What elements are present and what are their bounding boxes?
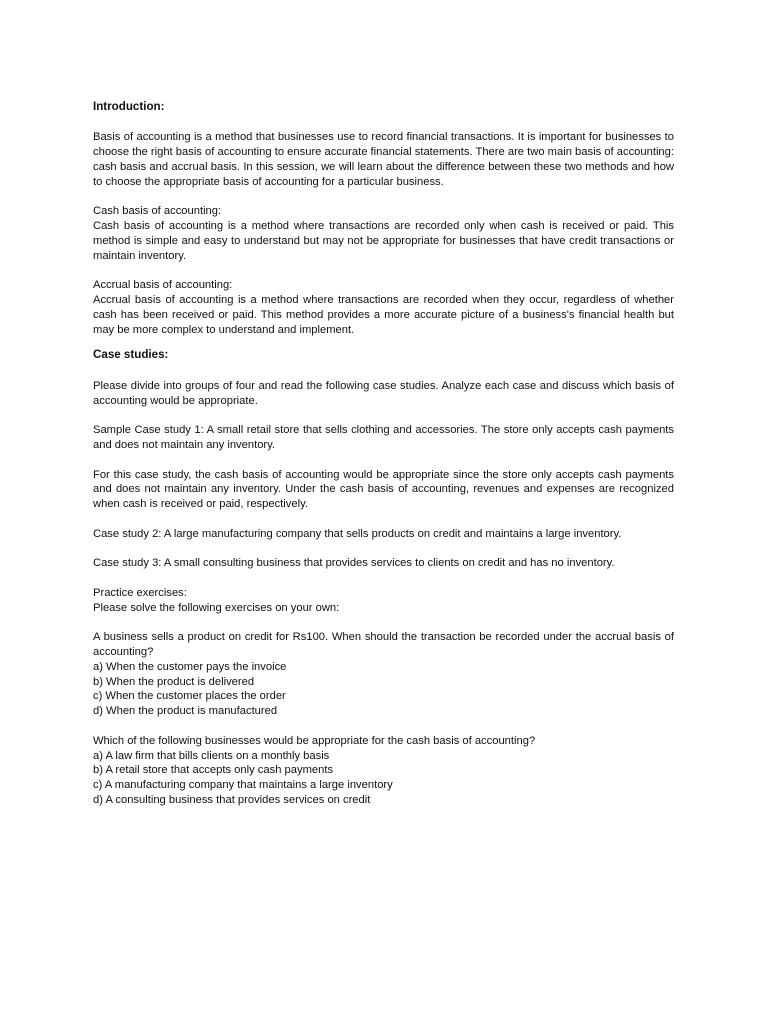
sample-case-study: Sample Case study 1: A small retail store that sells clothing and accessories. The store only accepts cash payments and does not maintain any inventory. [93,424,674,451]
question-2-option: a) A law firm that bills clients on a monthly basis [93,749,330,762]
introduction-paragraph: Basis of accounting is a method that businesses use to record financial transactions. It is important for businesses to choose the right basis of accounting to ensure accurate financial statements. There are two main basis of accounting: cash basis and accrual basis. In this session, we will learn about the difference between these two methods and how to choose the appropriate basis of accounting for a particular business. [93,131,674,188]
practice-instructions: Please solve the following exercises on your own: [93,601,340,614]
case-studies-instructions: Please divide into groups of four and read the following case studies. Analyze each case and discuss which basis of accounting would be appropriate. [93,379,674,407]
accrual-basis-paragraph: Accrual basis of accounting is a method where transactions are recorded when they occur, regardless of whether cash has been received or paid. This method provides a more accurate picture of a business's financial health but may be more complex to understand and implement. [93,294,674,336]
introduction-heading: Introduction: [93,100,165,113]
question-2-option: d) A consulting business that provides services on credit [93,794,371,807]
question-1-option: d) When the product is manufactured [93,705,278,718]
case-study-3: Case study 3: A small consulting business that provides services to clients on credit and has no inventory. [93,557,615,570]
question-1-option: a) When the customer pays the invoice [93,660,287,673]
question-2: Which of the following businesses would be appropriate for the cash basis of accounting? [93,734,536,747]
question-2-option: c) A manufacturing company that maintains a large inventory [93,779,393,792]
case-study-2: Case study 2: A large manufacturing company that sells products on credit and maintains a large inventory. [93,527,622,540]
accrual-basis-title: Accrual basis of accounting: [93,279,233,292]
cash-basis-paragraph: Cash basis of accounting is a method where transactions are recorded only when cash is received or paid. This method is simple and easy to understand but may not be appropriate for businesses that have credit transactions or maintain inventory. [93,220,674,262]
sample-case-answer: For this case study, the cash basis of accounting would be appropriate since the store only accepts cash payments and does not maintain any inventory. Under the cash basis of accounting, revenues and expenses are recognized when cash is received or paid, respectively. [93,468,674,511]
question-2-option: b) A retail store that accepts only cash payments [93,764,334,777]
question-1: A business sells a product on credit for Rs100. When should the transaction be recorded under the accrual basis of accounting? [93,631,674,659]
question-1-option: b) When the product is delivered [93,675,255,688]
question-1-option: c) When the customer places the order [93,690,286,703]
case-studies-heading: Case studies: [93,348,169,362]
document-page [93,100,674,808]
practice-exercises-title: Practice exercises: [93,586,187,599]
cash-basis-title: Cash basis of accounting: [93,205,222,218]
